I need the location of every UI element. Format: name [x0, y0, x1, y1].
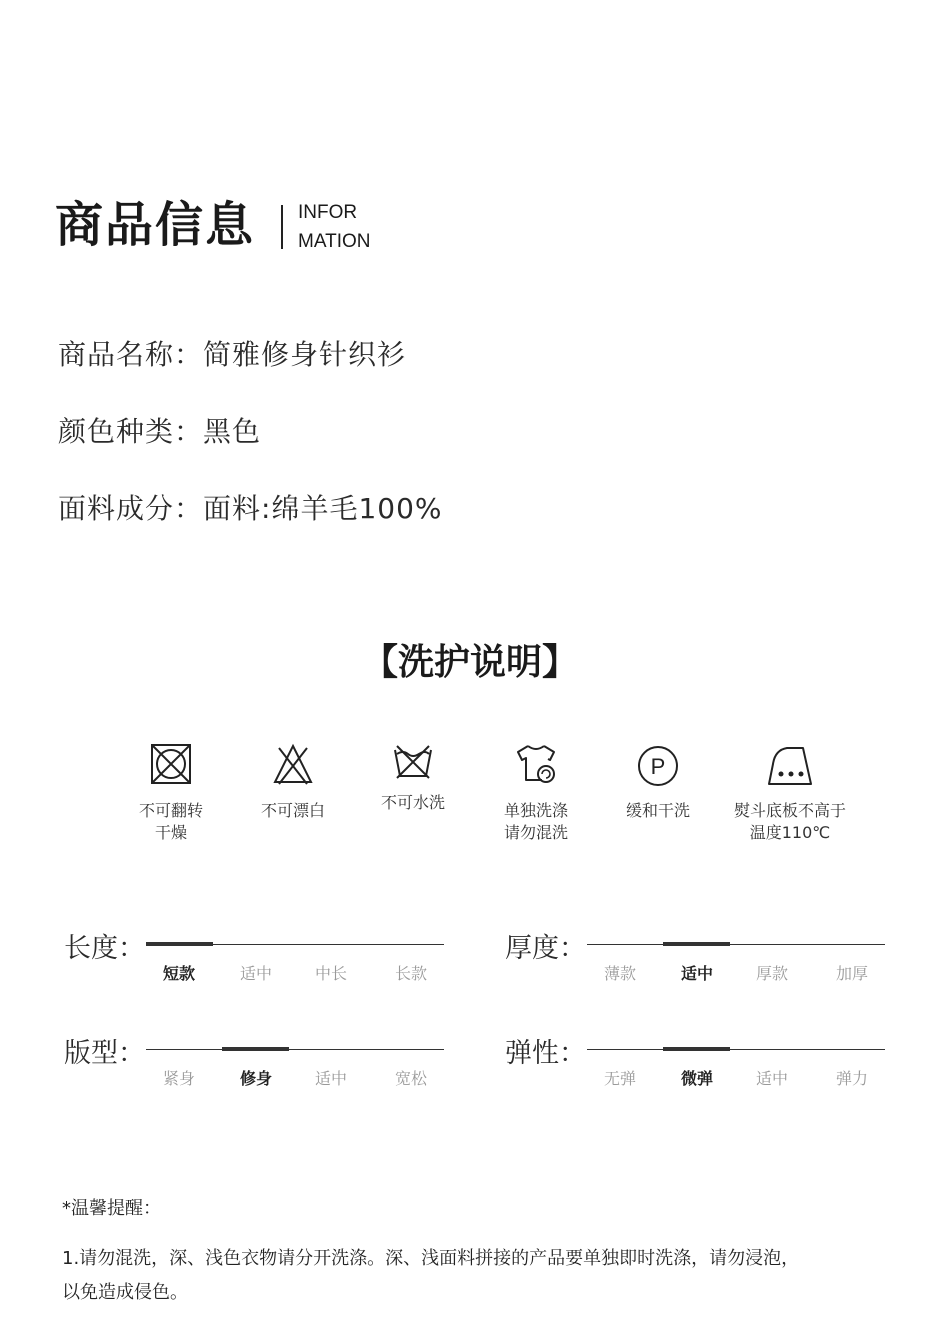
care-label [121, 800, 221, 844]
scale-option: 微弹 [680, 1069, 713, 1088]
svg-text:P: P [650, 754, 666, 779]
title-english-line2: MATION [298, 231, 371, 252]
care-label [243, 800, 343, 822]
info-row-name [58, 333, 406, 373]
scale-option: 长款 [394, 964, 427, 983]
info-label: 面料成分： [58, 492, 204, 525]
page-title: 商品信息 [55, 197, 256, 253]
tips-line2: 以免造成侵色。 [62, 1282, 188, 1303]
care-label-line1: 单独洗涤 [503, 801, 568, 820]
no-bleach-icon [271, 742, 315, 786]
care-item-no-wash [363, 742, 463, 814]
scale-indicator [663, 942, 730, 946]
care-label [363, 792, 463, 814]
care-section-title: 【洗护说明】 [361, 642, 578, 683]
info-value: 简雅修身针织衫 [203, 338, 407, 371]
scale-label-elasticity: 弹性： [505, 1038, 586, 1069]
scale-indicator [146, 942, 213, 946]
care-item-gentle-dry-clean [608, 742, 708, 822]
gentle-dry-clean-icon [636, 742, 680, 786]
info-row-fabric [58, 487, 443, 527]
care-label [486, 800, 586, 844]
scale-indicator [222, 1047, 289, 1051]
scale-label-length: 长度： [64, 933, 145, 964]
care-item-no-bleach [243, 742, 343, 822]
scale-label-fit: 版型： [64, 1038, 145, 1069]
care-label-line2: 请勿混洗 [503, 823, 568, 842]
care-label-line1: 熨斗底板不高于 [733, 801, 846, 820]
scale-option: 适中 [314, 1069, 347, 1088]
scale-option: 紧身 [162, 1069, 195, 1088]
care-label-line1: 不可漂白 [260, 801, 325, 820]
care-item-no-tumble-dry [121, 742, 221, 844]
care-label-line2: 干燥 [154, 823, 187, 842]
info-label: 颜色种类： [58, 415, 204, 448]
scale-option: 厚款 [755, 964, 788, 983]
no-tumble-dry-icon [149, 742, 193, 786]
wash-separately-icon [514, 742, 558, 786]
scale-option: 适中 [755, 1069, 788, 1088]
scale-track [587, 1049, 885, 1050]
title-english-line1: INFOR [298, 202, 358, 223]
tips-heading: *温馨提醒： [62, 1198, 161, 1219]
care-label-line2: 温度110℃ [749, 823, 831, 842]
care-label-line1: 缓和干洗 [625, 801, 690, 820]
scale-option: 中长 [314, 964, 347, 983]
tips-line1: 1.请勿混洗，深、浅色衣物请分开洗涤。深、浅面料拼接的产品要单独即时洗涤，请勿浸泡， [62, 1248, 800, 1269]
scale-option: 薄款 [603, 964, 636, 983]
scale-option: 短款 [162, 964, 195, 983]
scale-option: 适中 [239, 964, 272, 983]
care-label [608, 800, 708, 822]
scale-label-thickness: 厚度： [505, 933, 586, 964]
scale-option: 宽松 [394, 1069, 427, 1088]
care-item-iron [720, 742, 860, 844]
info-row-color [58, 410, 261, 450]
info-value: 黑色 [203, 415, 262, 448]
scale-option: 弹力 [835, 1069, 868, 1088]
title-english [298, 198, 370, 256]
care-label [720, 800, 860, 844]
scale-track [146, 1049, 444, 1050]
care-item-wash-separately [486, 742, 586, 844]
scale-option: 无弹 [603, 1069, 636, 1088]
scale-indicator [663, 1047, 730, 1051]
title-divider [281, 205, 283, 249]
care-label-line1: 不可水洗 [380, 793, 445, 812]
care-label-line1: 不可翻转 [138, 801, 203, 820]
scale-track [587, 944, 885, 945]
scale-option: 加厚 [835, 964, 868, 983]
iron-icon [763, 742, 817, 786]
scale-option: 修身 [239, 1069, 272, 1088]
no-wash-icon [391, 742, 435, 782]
scale-option: 适中 [680, 964, 713, 983]
info-value: 面料:绵羊毛100% [203, 492, 443, 525]
info-label: 商品名称： [58, 338, 204, 371]
